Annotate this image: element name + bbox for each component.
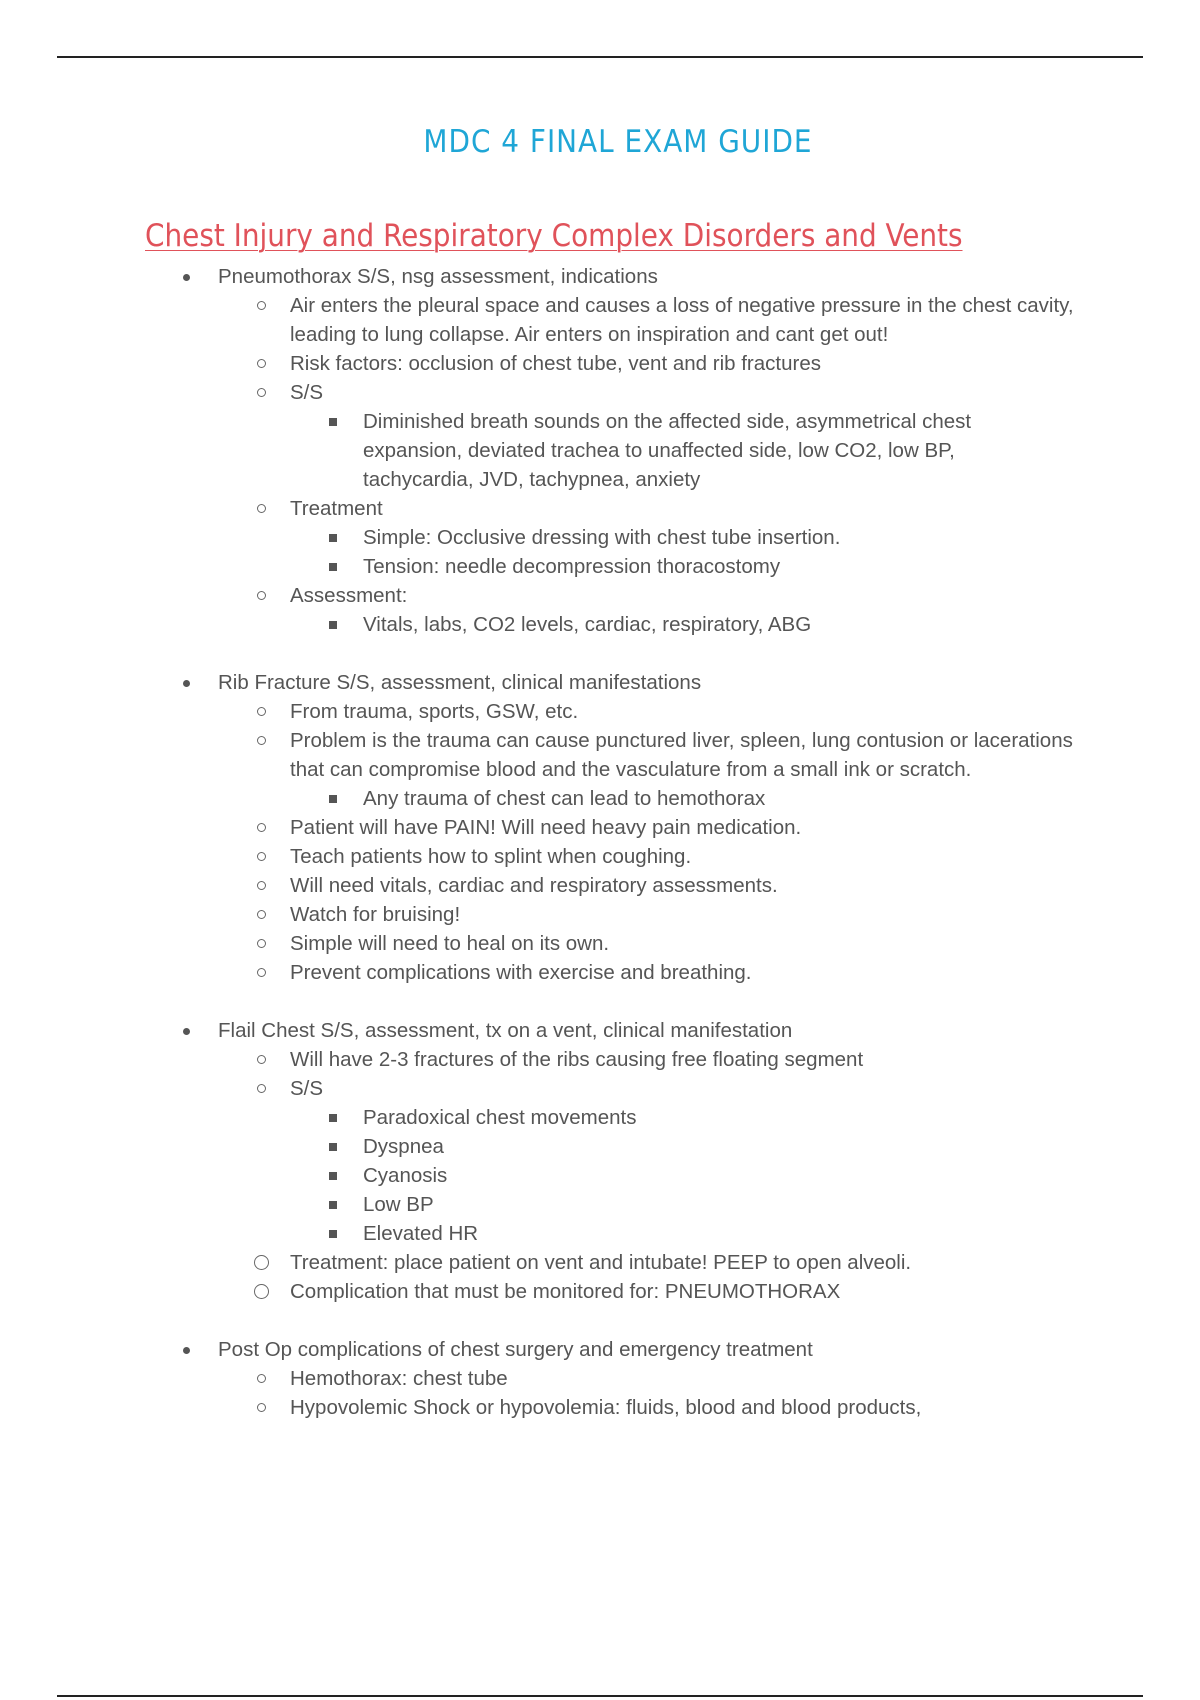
- list-item-level-2: [0, 1393, 1200, 1422]
- top-rule: [57, 56, 1143, 58]
- square-bullet-icon: [329, 1172, 337, 1180]
- list-item-text: Will have 2-3 fractures of the ribs causing free floating segment: [290, 1048, 864, 1071]
- hollow-bullet-icon: [257, 1403, 266, 1412]
- hollow-bullet-icon: [257, 301, 266, 310]
- square-bullet-icon: [329, 1230, 337, 1238]
- hollow-bullet-icon: [257, 504, 266, 513]
- list-item-level-3: [0, 1103, 1200, 1132]
- list-item-text: Complication that must be monitored for: PNEUMOTHORAX: [290, 1280, 841, 1303]
- list-item-level-2: [0, 813, 1200, 842]
- list-item-text: Treatment: place patient on vent and intubate! PEEP to open alveoli.: [290, 1251, 912, 1274]
- list-item-text: Rib Fracture S/S, assessment, clinical manifestations: [218, 671, 702, 694]
- hollow-bullet-icon: [257, 910, 266, 919]
- square-bullet-icon: [329, 1114, 337, 1122]
- hollow-bullet-icon: [257, 1374, 266, 1383]
- hollow-bullet-icon: [257, 388, 266, 397]
- list-item-text: Watch for bruising!: [290, 903, 461, 926]
- filled-bullet-icon: [183, 1028, 190, 1035]
- list-item-level-1: [0, 668, 1200, 697]
- square-bullet-icon: [329, 418, 337, 426]
- list-item-level-1: [0, 262, 1200, 291]
- list-item-text: Simple will need to heal on its own.: [290, 932, 610, 955]
- list-item-text: Simple: Occlusive dressing with chest tube insertion.: [363, 526, 841, 549]
- list-item-level-2: [0, 1045, 1200, 1074]
- list-item-level-3: [0, 407, 1200, 494]
- document-title: MDC 4 FINAL EXAM GUIDE: [423, 124, 813, 160]
- list-item-text: Tension: needle decompression thoracostomy: [363, 555, 781, 578]
- filled-bullet-icon: [183, 1347, 190, 1354]
- list-item-level-3: [0, 1132, 1200, 1161]
- list-item-text: Will need vitals, cardiac and respiratory assessments.: [290, 874, 778, 897]
- list-item-text: Patient will have PAIN! Will need heavy pain medication.: [290, 816, 802, 839]
- list-item-text: Risk factors: occlusion of chest tube, vent and rib fractures: [290, 352, 821, 375]
- list-item-level-2: [0, 1364, 1200, 1393]
- list-item-text: Vitals, labs, CO2 levels, cardiac, respiratory, ABG: [363, 613, 812, 636]
- list-item-level-2: [0, 929, 1200, 958]
- list-item-text: Post Op complications of chest surgery and emergency treatment: [218, 1338, 813, 1361]
- hollow-bullet-icon: [254, 1284, 269, 1299]
- list-item-text: Treatment: [290, 497, 383, 520]
- hollow-bullet-icon: [257, 1084, 266, 1093]
- list-item-text: Assessment:: [290, 584, 408, 607]
- list-item-level-3: [0, 610, 1200, 639]
- hollow-bullet-icon: [257, 707, 266, 716]
- list-item-text: Pneumothorax S/S, nsg assessment, indications: [218, 265, 658, 288]
- list-item-level-2: [0, 697, 1200, 726]
- list-item-level-2: [0, 1074, 1200, 1103]
- hollow-bullet-icon: [257, 968, 266, 977]
- list-item-level-2: [0, 291, 1200, 349]
- hollow-bullet-icon: [257, 852, 266, 861]
- list-item-text: Dyspnea: [363, 1135, 444, 1158]
- list-item-text: Hemothorax: chest tube: [290, 1367, 508, 1390]
- list-item-level-2: [0, 378, 1200, 407]
- list-item-text: Any trauma of chest can lead to hemothorax: [363, 787, 766, 810]
- hollow-bullet-icon: [257, 736, 266, 745]
- list-item-level-2: [0, 842, 1200, 871]
- list-item-text: Prevent complications with exercise and breathing.: [290, 961, 752, 984]
- list-item-level-2: [0, 349, 1200, 378]
- square-bullet-icon: [329, 1143, 337, 1151]
- hollow-bullet-icon: [257, 359, 266, 368]
- section-spacer: [0, 1306, 1200, 1335]
- list-item-level-1: [0, 1016, 1200, 1045]
- outline-list: [0, 262, 1200, 1422]
- section-heading: Chest Injury and Respiratory Complex Disorders and Vents: [145, 218, 963, 254]
- list-item-level-2: [0, 494, 1200, 523]
- list-item-level-2: [0, 1248, 1200, 1277]
- list-item-text: Low BP: [363, 1193, 434, 1216]
- list-item-level-3: [0, 523, 1200, 552]
- square-bullet-icon: [329, 563, 337, 571]
- list-item-level-3: [0, 552, 1200, 581]
- list-item-text: From trauma, sports, GSW, etc.: [290, 700, 579, 723]
- list-item-text: Cyanosis: [363, 1164, 448, 1187]
- hollow-bullet-icon: [257, 823, 266, 832]
- list-item-level-2: [0, 581, 1200, 610]
- filled-bullet-icon: [183, 274, 190, 281]
- list-item-text: S/S: [290, 381, 324, 404]
- list-item-level-3: [0, 784, 1200, 813]
- list-item-text: Paradoxical chest movements: [363, 1106, 637, 1129]
- list-item-level-2: [0, 1277, 1200, 1306]
- list-item-level-3: [0, 1161, 1200, 1190]
- hollow-bullet-icon: [257, 591, 266, 600]
- list-item-level-2: [0, 900, 1200, 929]
- list-item-text: Hypovolemic Shock or hypovolemia: fluids, blood and blood products,: [290, 1396, 922, 1419]
- square-bullet-icon: [329, 621, 337, 629]
- hollow-bullet-icon: [257, 939, 266, 948]
- list-item-text: Teach patients how to splint when coughing.: [290, 845, 692, 868]
- list-item-level-3: [0, 1190, 1200, 1219]
- hollow-bullet-icon: [257, 881, 266, 890]
- list-item-text: Flail Chest S/S, assessment, tx on a vent, clinical manifestation: [218, 1019, 793, 1042]
- list-item-level-2: [0, 871, 1200, 900]
- list-item-level-1: [0, 1335, 1200, 1364]
- square-bullet-icon: [329, 534, 337, 542]
- hollow-bullet-icon: [254, 1255, 269, 1270]
- section-spacer: [0, 987, 1200, 1016]
- list-item-text: Elevated HR: [363, 1222, 479, 1245]
- list-item-level-2: [0, 726, 1200, 784]
- square-bullet-icon: [329, 795, 337, 803]
- hollow-bullet-icon: [257, 1055, 266, 1064]
- list-item-text: S/S: [290, 1077, 324, 1100]
- list-item-text: Diminished breath sounds on the affected side, asymmetrical chest expansion, deviated trachea to unaffected side, low CO2, low BP, tachycardia, JVD, tachypnea, anxiety: [363, 410, 972, 491]
- list-item-text: Air enters the pleural space and causes a loss of negative pressure in the chest cavity, leading to lung collapse. Air enters on inspiration and cant get out!: [290, 294, 1074, 346]
- filled-bullet-icon: [183, 680, 190, 687]
- section-spacer: [0, 639, 1200, 668]
- list-item-level-2: [0, 958, 1200, 987]
- bottom-rule: [57, 1695, 1143, 1697]
- list-item-level-3: [0, 1219, 1200, 1248]
- list-item-text: Problem is the trauma can cause punctured liver, spleen, lung contusion or lacerations that can compromise blood and the vasculature from a small ink or scratch.: [290, 729, 1073, 781]
- square-bullet-icon: [329, 1201, 337, 1209]
